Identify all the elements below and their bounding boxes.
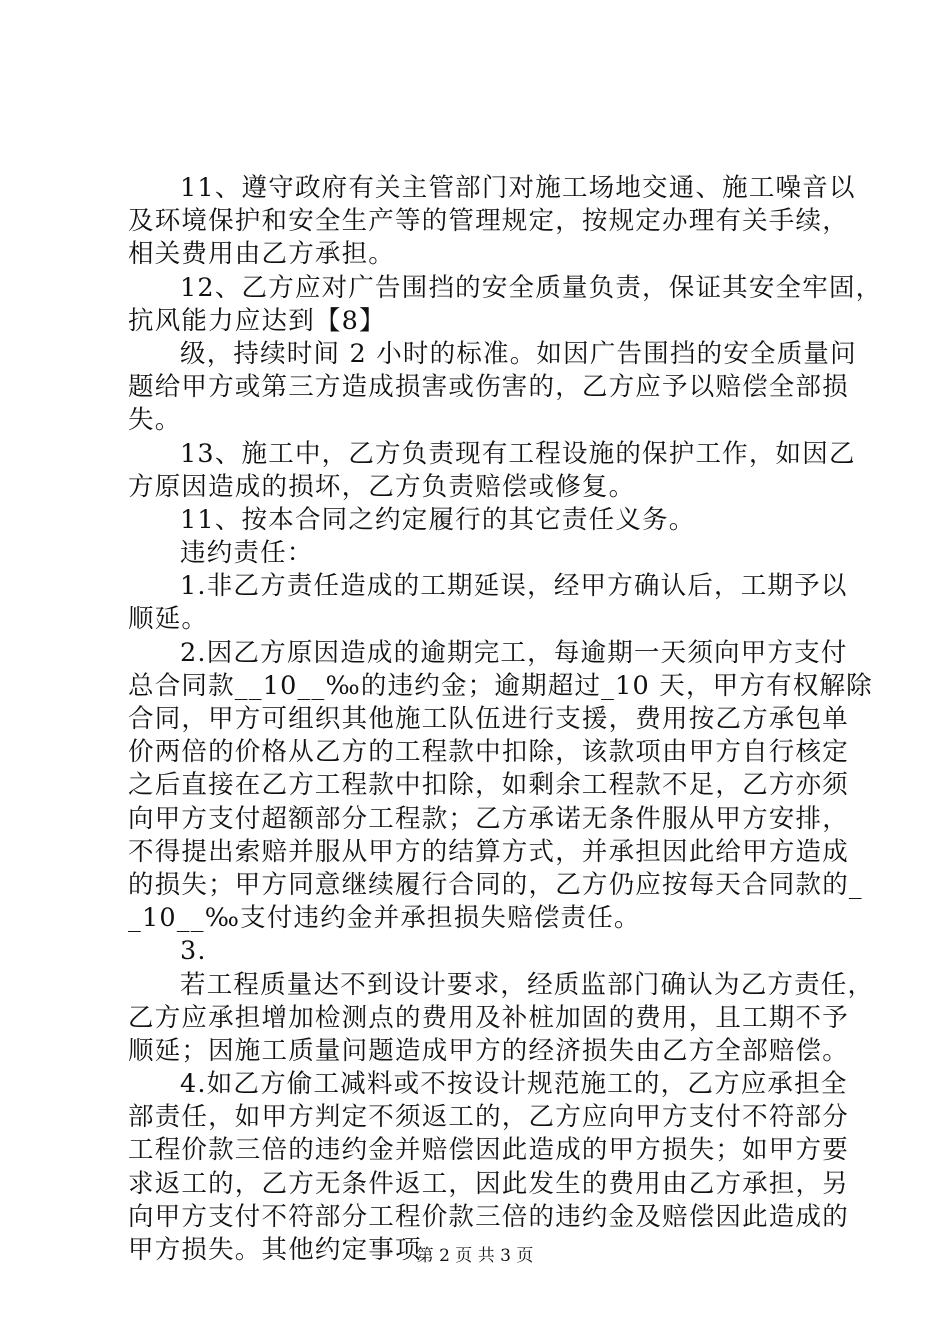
text-line: 13、施工中，乙方负责现有工程设施的保护工作，如因乙 [180,438,856,469]
text-line: _10__‰支付违约金并承担损失赔偿责任。 [128,903,641,934]
text-line: 4.如乙方偷工减料或不按设计规范施工的，乙方应承担全 [180,1069,848,1100]
text-line: 2.因乙方原因造成的逾期完工，每逾期一天须向甲方支付 [180,637,848,668]
text-line: 甲方损失。其他约定事项 [128,1235,422,1265]
text-line: 工程价款三倍的违约金并赔偿因此造成的甲方损失；如甲方要 [128,1135,849,1166]
text-line: 的损失；甲方同意继续履行合同的，乙方仍应按每天合同款的_ [128,869,863,900]
document-body [128,172,883,1267]
text-line: 1.非乙方责任造成的工期延误，经甲方确认后，工期予以 [180,571,848,602]
text-line: 题给甲方或第三方造成损害或伤害的，乙方应予以赔偿全部损 [128,372,849,403]
text-line: 之后直接在乙方工程款中扣除，如剩余工程款不足，乙方亦须 [128,770,849,801]
text-line: 相关费用由乙方承担。 [128,239,396,270]
text-line: 向甲方支付不符部分工程价款三倍的违约金及赔偿因此造成的 [128,1201,849,1232]
text-line: 及环境保护和安全生产等的管理规定，按规定办理有关手续， [128,206,849,237]
text-line: 乙方应承担增加检测点的费用及补桩加固的费用，且工期不予 [128,1002,849,1033]
text-line: 总合同款__10__‰的违约金；逾期超过_10 天，甲方有权解除 [128,670,873,701]
text-line: 求返工的，乙方无条件返工，因此发生的费用由乙方承担，另 [128,1168,849,1199]
text-line: 方原因造成的损坏，乙方负责赔偿或修复。 [128,471,636,502]
text-line: 若工程质量达不到设计要求，经质监部门确认为乙方责任， [180,969,875,1000]
text-line: 12、乙方应对广告围挡的安全质量负责，保证其安全牢固， [180,272,883,303]
text-line: 顺延；因施工质量问题造成甲方的经济损失由乙方全部赔偿。 [128,1035,849,1066]
text-line: 3. [180,936,207,967]
text-line: 部责任，如甲方判定不须返工的，乙方应向甲方支付不符部分 [128,1102,849,1133]
text-line: 违约责任： [180,538,314,569]
text-line: 价两倍的价格从乙方的工程款中扣除，该款项由甲方自行核定 [128,737,849,768]
text-line: 抗风能力应达到【8】 [128,305,386,336]
text-line: 合同，甲方可组织其他施工队伍进行支援，费用按乙方承包单 [128,704,849,734]
text-line: 不得提出索赔并服从甲方的结算方式，并承担因此给甲方造成 [128,836,849,867]
text-line: 11、按本合同之约定履行的其它责任义务。 [180,504,696,535]
text-line: 向甲方支付超额部分工程款；乙方承诺无条件服从甲方安排， [128,803,849,834]
text-line: 11、遵守政府有关主管部门对施工场地交通、施工噪音以 [180,173,856,203]
text-line: 级，持续时间 2 小时的标准。如因广告围挡的安全质量问 [180,338,857,369]
text-line: 失。 [128,405,182,436]
page-number-footer: 第 2 页 共 3 页 [416,1246,534,1266]
text-line: 顺延。 [128,604,209,635]
